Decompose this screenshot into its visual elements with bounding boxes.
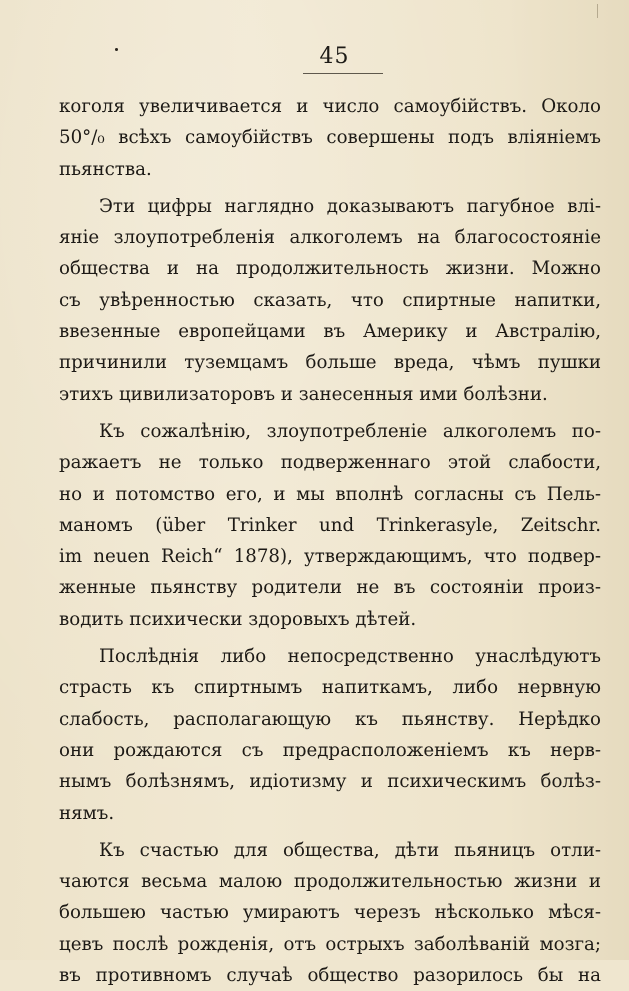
text-line: женные пьянству родители не въ состояніи произ- (59, 577, 601, 599)
text-line: водить психически здоровыхъ дѣтей. (59, 608, 417, 630)
body-text (59, 91, 601, 991)
text-line: общества и на продолжительность жизни. Можно (59, 258, 601, 280)
page-number: 45 (319, 44, 350, 69)
text-line: причинили туземцамъ больше вреда, чѣмъ пушки (59, 352, 601, 374)
text-line: страсть къ спиртнымъ напиткамъ, либо нервную (59, 677, 601, 699)
text-line: маномъ (über Trinker und Trinkerasyle, Zeitschr. (59, 514, 601, 536)
margin-mark (597, 4, 598, 18)
text-line: коголя увеличивается и число самоубійствъ. Около (59, 96, 601, 117)
text-line: яніе злоупотребленія алкоголемъ на благосостояніе (59, 227, 601, 249)
text-line: Эти цифры наглядно доказываютъ пагубное влі- (99, 195, 601, 217)
text-line: Къ счастью для общества, дѣти пьяницъ отли- (99, 839, 601, 861)
text-line: im neuen Reich“ 1878), утверждающимъ, что подвер- (59, 546, 601, 568)
text-line: этихъ цивилизаторовъ и занесенныя ими болѣзни. (59, 383, 548, 405)
text-line: Послѣднія либо непосредственно унаслѣдуютъ (99, 646, 601, 668)
text-line: чаются весьма малою продолжительностью жизни и (59, 871, 601, 893)
page-number-rule (303, 73, 383, 74)
text-line: въ противномъ случаѣ общество разорилось бы на (59, 965, 601, 987)
text-line: нымъ болѣзнямъ, идіотизму и психическимъ болѣз- (59, 771, 601, 793)
text-line: они рождаются съ предрасположеніемъ къ нерв- (59, 739, 601, 761)
text-line: цевъ послѣ рожденія, отъ острыхъ заболѣваній мозга; (59, 933, 601, 955)
text-line: ражаетъ не только подверженнаго этой слабости, (59, 452, 601, 474)
text-line: 50°/₀ всѣхъ самоубійствъ совершены подъ вліяніемъ (59, 127, 601, 149)
text-line: съ увѣренностью сказать, что спиртные напитки, (59, 289, 601, 311)
text-line: ввезенные европейцами въ Америку и Австралію, (59, 321, 601, 343)
text-line: Къ сожалѣнію, злоупотребленіе алкоголемъ по- (99, 420, 601, 442)
text-line: но и потомство его, и мы вполнѣ согласны съ Пель- (59, 483, 601, 505)
text-line: большею частью умираютъ черезъ нѣсколько мѣся- (59, 902, 601, 924)
text-line: нямъ. (59, 802, 115, 824)
text-line: слабость, располагающую къ пьянству. Нерѣдко (59, 708, 601, 730)
text-line: пьянства. (59, 158, 152, 180)
